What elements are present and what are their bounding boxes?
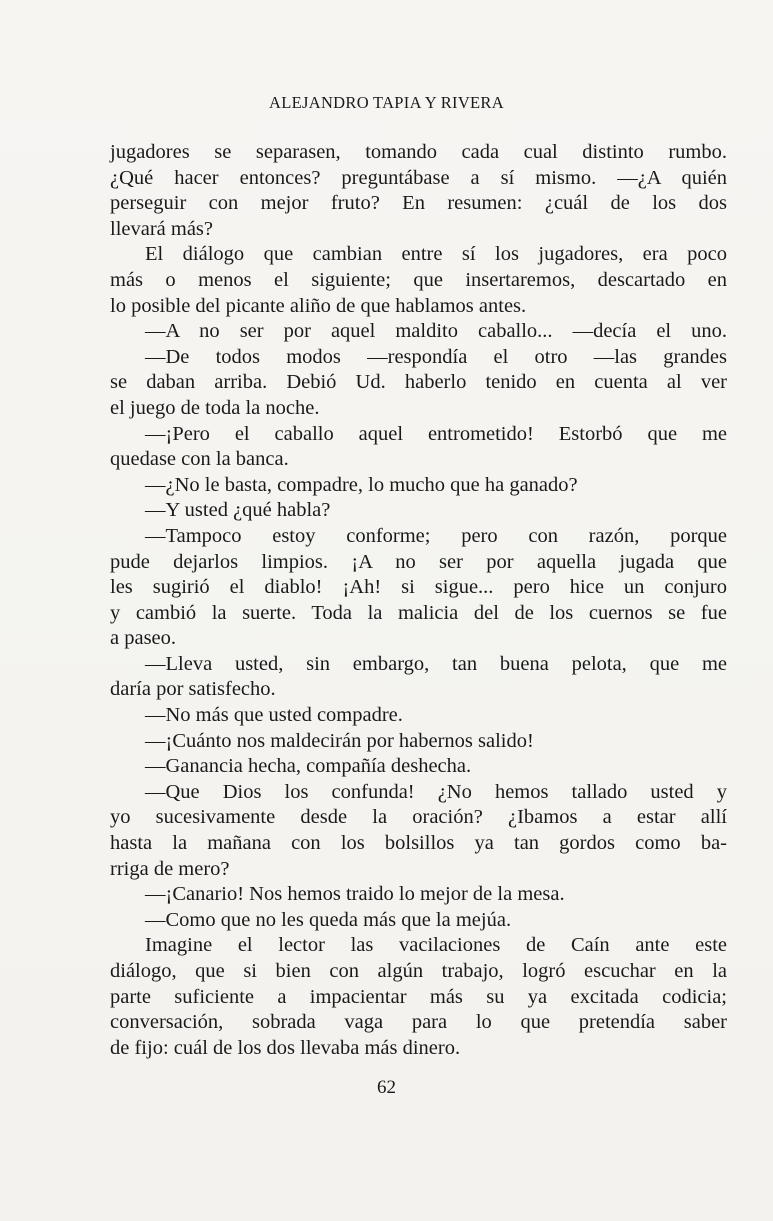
text-line: hasta la mañana con los bolsillos ya tan gordos como ba-	[110, 832, 727, 855]
text-line: y cambió la suerte. Toda la malicia del de los cuernos se fue	[110, 601, 727, 624]
text-line: —De todos modos —respondía el otro —las grandes	[145, 345, 727, 368]
text-line: parte suficiente a impacientar más su ya excitada codicia;	[110, 985, 727, 1008]
text-line: ¿Qué hacer entonces? preguntábase a sí mismo. —¿A quién	[110, 166, 727, 189]
text-line: más o menos el siguiente; que insertaremos, descartado en	[110, 268, 727, 291]
text-line: quedase con la banca.	[110, 448, 289, 471]
text-line: de fijo: cuál de los dos llevaba más dinero.	[110, 1036, 461, 1059]
text-line: Imagine el lector las vacilaciones de Caín ante este	[145, 934, 727, 957]
text-line: lo posible del picante aliño de que hablamos antes.	[110, 294, 527, 317]
text-line: se daban arriba. Debió Ud. haberlo tenido en cuenta al ver	[110, 371, 727, 394]
text-line: —A no ser por aquel maldito caballo... —decía el uno.	[145, 320, 727, 343]
text-line: llevará más?	[110, 217, 214, 240]
text-line: les sugirió el diablo! ¡Ah! si sigue... pero hice un conjuro	[110, 576, 727, 599]
text-line: —Y usted ¿qué habla?	[145, 499, 331, 522]
text-line: —¡Canario! Nos hemos traido lo mejor de la mesa.	[145, 883, 565, 906]
text-line: —Lleva usted, sin embargo, tan buena pelota, que me	[145, 652, 727, 675]
page-number: 62	[377, 1077, 396, 1098]
text-line: jugadores se separasen, tomando cada cual distinto rumbo.	[110, 141, 727, 163]
text-line: —¡Cuánto nos maldecirán por habernos salido!	[145, 729, 534, 752]
text-line: conversación, sobrada vaga para lo que pretendía saber	[110, 1011, 727, 1034]
text-line: El diálogo que cambian entre sí los jugadores, era poco	[145, 243, 727, 266]
text-line: —No más que usted compadre.	[145, 704, 403, 727]
text-line: —Tampoco estoy conforme; pero con razón, porque	[145, 524, 727, 547]
text-line: —Como que no les queda más que la mejúa.	[145, 908, 512, 931]
text-line: a paseo.	[110, 627, 177, 650]
text-line: rriga de mero?	[110, 857, 230, 880]
body-text	[110, 140, 727, 1061]
text-line: —Que Dios los confunda! ¿No hemos tallado usted y	[145, 780, 727, 803]
text-line: pude dejarlos limpios. ¡A no ser por aquella jugada que	[110, 550, 727, 573]
text-line: el juego de toda la noche.	[110, 396, 320, 419]
text-line: —¿No le basta, compadre, lo mucho que ha ganado?	[145, 473, 578, 496]
text-line: —¡Pero el caballo aquel entrometido! Estorbó que me	[145, 422, 727, 445]
text-line: —Ganancia hecha, compañía deshecha.	[145, 755, 472, 778]
text-line: daría por satisfecho.	[110, 678, 276, 701]
text-line: diálogo, que si bien con algún trabajo, logró escuchar en la	[110, 960, 727, 982]
text-line: yo sucesivamente desde la oración? ¿Ibamos a estar allí	[110, 806, 727, 829]
running-header: ALEJANDRO TAPIA Y RIVERA	[269, 93, 504, 112]
text-line: perseguir con mejor fruto? En resumen: ¿cuál de los dos	[110, 192, 727, 215]
